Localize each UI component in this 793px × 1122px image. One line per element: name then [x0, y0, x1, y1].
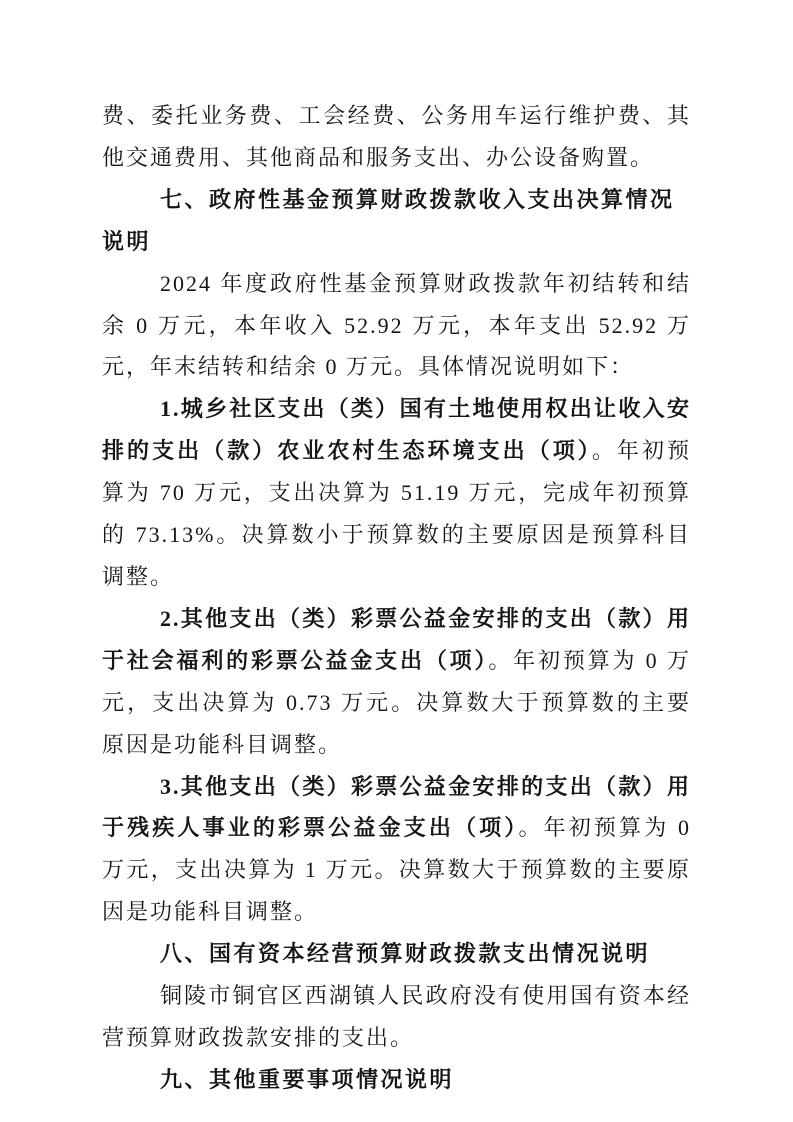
section-8-heading: 八、国有资本经营预算财政拨款支出情况说明: [160, 941, 651, 967]
section-9-heading: 九、其他重要事项情况说明: [160, 1066, 455, 1092]
section-7-item-2-detail: 。年初预算为 0 万元，支出决算为 0.73 万元。决算数大于预算数的主要原因是功能科目调整。: [102, 647, 691, 757]
section-7-item-2-lead: 2.其他支出（类）彩票公益金安排的支出（款）用于社会福利的彩票公益金支出（项）: [102, 605, 691, 673]
section-7-item-1-detail: 。年初预算为 70 万元，支出决算为 51.19 万元，完成年初预算的 73.13%。决算数小于预算数的主要原因是预算科目调整。: [102, 438, 691, 589]
section-7-item-1: [102, 388, 691, 598]
section-7-item-3-lead: 3.其他支出（类）彩票公益金安排的支出（款）用于残疾人事业的彩票公益金支出（项）: [102, 773, 691, 841]
section-7-item-3-detail: 。年初预算为 0 万元，支出决算为 1 万元。决算数大于预算数的主要原因是功能科目调整。: [102, 815, 691, 925]
section-7-item-2: [102, 598, 691, 766]
section-7-item-1-lead: 1.城乡社区支出（类）国有土地使用权出让收入安排的支出（款）农业农村生态环境支出（项）: [102, 396, 691, 464]
section-8-body-paragraph: 铜陵市铜官区西湖镇人民政府没有使用国有资本经营预算财政拨款安排的支出。: [102, 983, 691, 1050]
section-7-heading: 七、政府性基金预算财政拨款收入支出决算情况说明: [102, 186, 675, 254]
section-7-intro-paragraph: 2024 年度政府性基金预算财政拨款年初结转和结余 0 万元，本年收入 52.92 万元，本年支出 52.92 万元，年末结转和结余 0 万元。具体情况说明如下：: [102, 270, 691, 380]
paragraph-expense-items-continuation: 费、委托业务费、工会经费、公务用车运行维护费、其他交通费用、其他商品和服务支出、办公设备购置。: [102, 103, 691, 170]
section-7-item-3: [102, 766, 691, 934]
